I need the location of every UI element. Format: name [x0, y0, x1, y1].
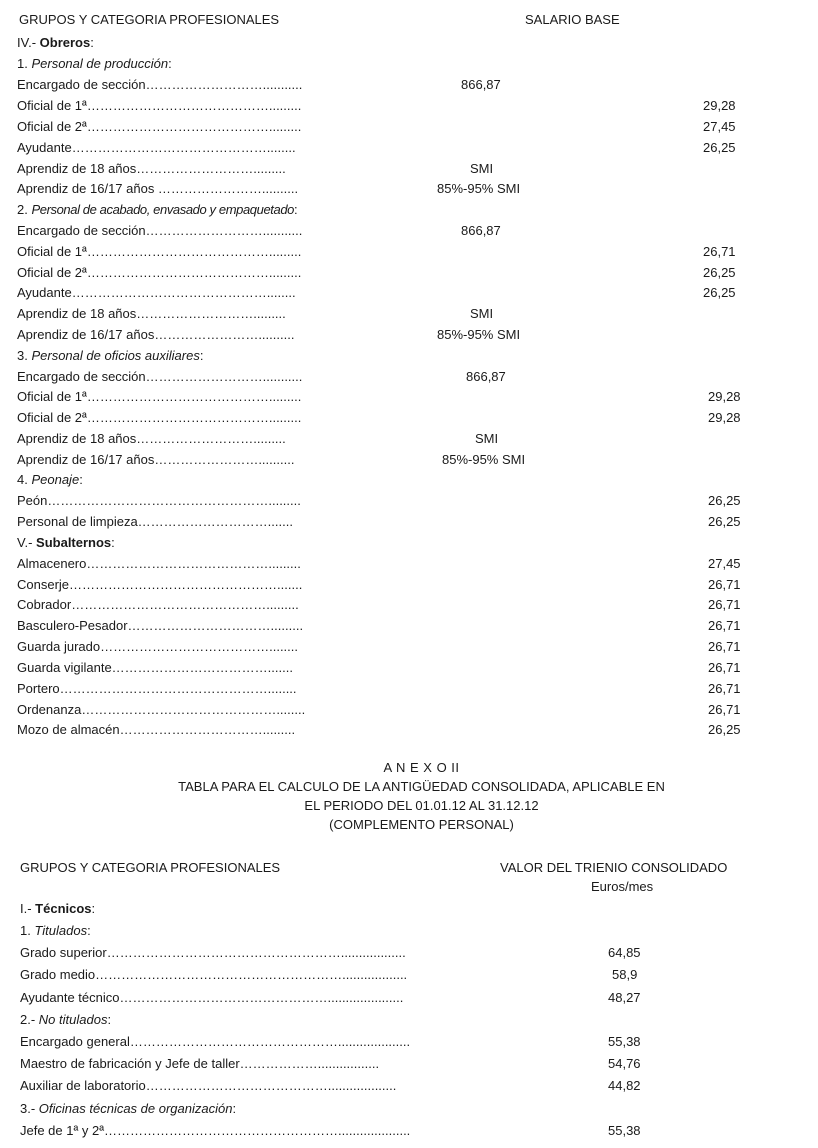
row-right-value: 26,25 — [703, 285, 736, 300]
row-label: Oficial de 1ª……………………………………......... — [17, 98, 302, 113]
row-right-value: 27,45 — [708, 556, 741, 571]
row-right-value: 26,71 — [708, 681, 741, 696]
row-label: Peón……………………………………………......... — [17, 493, 301, 508]
group-heading-subalternos: V.- Subalternos: — [17, 535, 115, 550]
row-right-value: 26,71 — [708, 702, 741, 717]
row-label: Maestro de fabricación y Jefe de taller………………................. — [20, 1056, 380, 1071]
row-label: Ayudante………………………………………........ — [17, 285, 296, 300]
row-right-value: 26,71 — [708, 639, 741, 654]
row-right-value: 29,28 — [708, 389, 741, 404]
row-right-value: 26,71 — [708, 597, 741, 612]
row-label: Auxiliar de laboratorio……………………………………................... — [20, 1078, 397, 1093]
row-label: Guarda vigilante………………………………....... — [17, 660, 293, 675]
subgroup-heading-oficios: 3. Personal de oficios auxiliares: — [17, 348, 204, 363]
row-mid-value: 866,87 — [466, 369, 506, 384]
subgroup-heading-titulados: 1. Titulados: — [20, 923, 91, 938]
row-label: Encargado de sección………………………........... — [17, 369, 303, 384]
row-label: Personal de limpieza…………………………....... — [17, 514, 293, 529]
row-label: Aprendiz de 18 años………………………......... — [17, 306, 286, 321]
row-value: 48,27 — [608, 990, 641, 1005]
row-label: Encargado de sección………………………........... — [17, 223, 303, 238]
group-heading-obreros: IV.- Obreros: — [17, 35, 94, 50]
annex-line-1: TABLA PARA EL CALCULO DE LA ANTIGÜEDAD CONSOLIDADA, APLICABLE EN — [178, 779, 665, 794]
row-right-value: 27,45 — [703, 119, 736, 134]
row-label: Mozo de almacén……………………………......... — [17, 722, 296, 737]
row-right-value: 26,71 — [703, 244, 736, 259]
subgroup-heading-produccion: 1. Personal de producción: — [17, 56, 172, 71]
row-label: Guarda jurado…………………………………........ — [17, 639, 299, 654]
row-right-value: 26,25 — [708, 493, 741, 508]
section1-header-right: SALARIO BASE — [525, 12, 620, 27]
row-right-value: 26,25 — [703, 140, 736, 155]
row-label: Ayudante………………………………………........ — [17, 140, 296, 155]
row-label: Encargado general………………………………………….................... — [20, 1034, 411, 1049]
row-mid-value: SMI — [470, 306, 494, 321]
row-label: Basculero-Pesador……………………………......... — [17, 618, 304, 633]
row-label: Aprendiz de 16/17 años…………………….......... — [17, 327, 295, 342]
row-label: Almacenero……………………………………......... — [17, 556, 301, 571]
row-label: Aprendiz de 18 años………………………......... — [17, 161, 286, 176]
row-label: Oficial de 2ª……………………………………......... — [17, 119, 302, 134]
row-value: 44,82 — [608, 1078, 641, 1093]
row-label: Ayudante técnico…………………………………………..................... — [20, 990, 404, 1005]
row-mid-value: 866,87 — [461, 77, 501, 92]
row-right-value: 26,71 — [708, 577, 741, 592]
row-right-value: 26,25 — [703, 265, 736, 280]
annex-title: A N E X O II — [383, 760, 460, 775]
row-value: 54,76 — [608, 1056, 641, 1071]
annex-line-3: (COMPLEMENTO PERSONAL) — [329, 817, 514, 832]
section1-header-left: GRUPOS Y CATEGORIA PROFESIONALES — [19, 12, 280, 27]
row-label: Aprendiz de 18 años………………………......... — [17, 431, 286, 446]
row-right-value: 29,28 — [708, 410, 741, 425]
row-label: Oficial de 2ª……………………………………......... — [17, 410, 302, 425]
row-mid-value: 866,87 — [461, 223, 501, 238]
row-right-value: 26,71 — [708, 660, 741, 675]
section2-header-unit: Euros/mes — [591, 879, 654, 894]
row-value: 55,38 — [608, 1034, 641, 1049]
row-right-value: 26,71 — [708, 618, 741, 633]
row-label: Grado medio………………………………………………….................. — [20, 967, 408, 982]
row-label: Jefe de 1ª y 2ª……………………………………………….................... — [20, 1123, 411, 1138]
row-label: Oficial de 1ª……………………………………......... — [17, 389, 302, 404]
row-right-value: 26,25 — [708, 722, 741, 737]
row-label: Aprendiz de 16/17 años…………………….......... — [17, 452, 295, 467]
row-label: Aprendiz de 16/17 años …………………….......... — [17, 181, 299, 196]
row-label: Grado superior……………………………………………….................. — [20, 945, 406, 960]
row-label: Oficial de 2ª……………………………………......... — [17, 265, 302, 280]
row-label: Portero…………………………………………........ — [17, 681, 297, 696]
row-value: 55,38 — [608, 1123, 641, 1138]
subgroup-heading-oficinas-tecnicas: 3.- Oficinas técnicas de organización: — [20, 1101, 237, 1116]
subgroup-heading-acabado: 2. Personal de acabado, envasado y empaquetado: — [17, 202, 298, 217]
group-heading-tecnicos: I.- Técnicos: — [20, 901, 96, 916]
row-mid-value: SMI — [470, 161, 494, 176]
row-mid-value: 85%-95% SMI — [437, 181, 521, 196]
row-label: Ordenanza………………………………………........ — [17, 702, 306, 717]
row-mid-value: SMI — [475, 431, 499, 446]
subgroup-heading-peonaje: 4. Peonaje: — [17, 472, 83, 487]
row-value: 64,85 — [608, 945, 641, 960]
row-label: Oficial de 1ª……………………………………......... — [17, 244, 302, 259]
row-mid-value: 85%-95% SMI — [437, 327, 521, 342]
row-label: Cobrador………………………………………......... — [17, 597, 299, 612]
section2-header-left: GRUPOS Y CATEGORIA PROFESIONALES — [20, 860, 281, 875]
row-right-value: 29,28 — [703, 98, 736, 113]
section2-header-right: VALOR DEL TRIENIO CONSOLIDADO — [500, 860, 728, 875]
row-label: Conserje…………………………………………....... — [17, 577, 303, 592]
row-right-value: 26,25 — [708, 514, 741, 529]
row-value: 58,9 — [612, 967, 638, 982]
row-mid-value: 85%-95% SMI — [442, 452, 526, 467]
annex-line-2: EL PERIODO DEL 01.01.12 AL 31.12.12 — [304, 798, 539, 813]
subgroup-heading-no-titulados: 2.- No titulados: — [20, 1012, 112, 1027]
row-label: Encargado de sección………………………........... — [17, 77, 303, 92]
